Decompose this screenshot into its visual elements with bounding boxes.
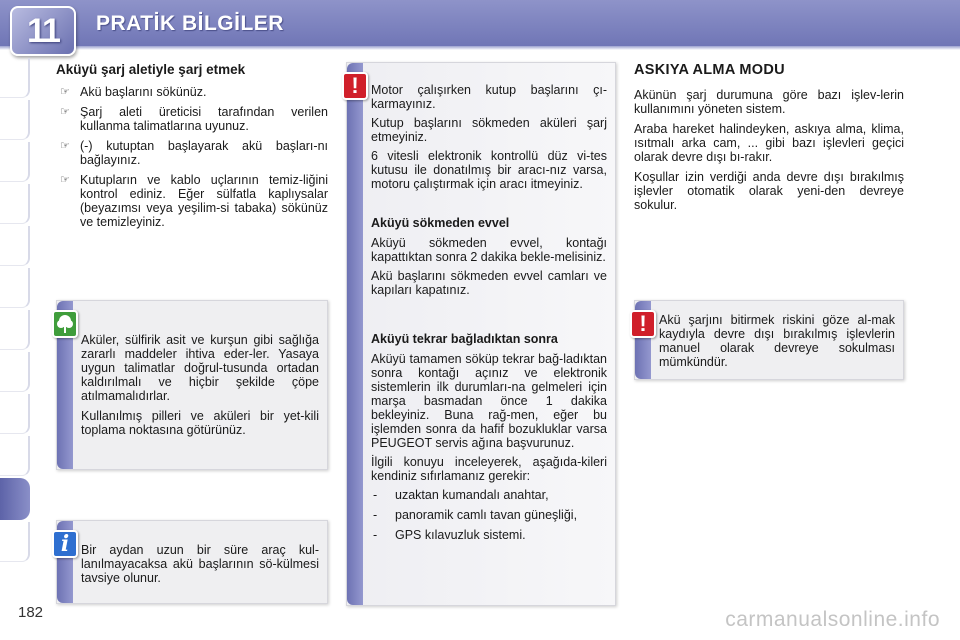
chapter-tab[interactable] xyxy=(0,100,30,140)
chapter-tab[interactable] xyxy=(0,394,30,434)
chapter-tab[interactable] xyxy=(0,436,30,476)
list-item: ☞ (-) kutuptan başlayarak akü başları-nı bağlayınız. xyxy=(60,139,328,167)
eco-paragraph: Kullanılmış pilleri ve aküleri bir yet-kili toplama noktasına götürünüz. xyxy=(81,409,319,437)
warning-column xyxy=(346,62,616,606)
environment-note-box xyxy=(56,300,328,470)
list-item: ☞ Şarj aleti üreticisi tarafından verilen kullanma talimatlarına uyunuz. xyxy=(60,105,328,133)
hand-pointer-icon: ☞ xyxy=(60,106,70,118)
chapter-tab[interactable] xyxy=(0,522,30,562)
chapter-badge xyxy=(10,6,76,56)
paragraph: Aküyü sökmeden evvel, kontağı kapattıktan sonra 2 dakika bekle-melisiniz. xyxy=(371,236,607,264)
hand-pointer-icon: ☞ xyxy=(60,86,70,98)
subheading: Aküyü tekrar bağladıktan sonra xyxy=(371,332,558,346)
chapter-tab[interactable] xyxy=(0,268,30,308)
paragraph: İlgili konuyu inceleyerek, aşağıda-kileri kendiniz sıfırlamanız gerekir: xyxy=(371,455,607,483)
tree-icon xyxy=(52,310,78,338)
page-title: PRATİK BİLGİLER xyxy=(96,12,284,35)
chapter-tab[interactable] xyxy=(0,226,30,266)
list-item: ☞ Kutupların ve kablo uçlarının temiz-liğini kontrol ediniz. Eğer sülfatla kaplıysalar (beyazımsı veya yeşilim-si tabaka) sökünüz ve temizleyiniz. xyxy=(60,173,328,229)
warning-text: Kutup başlarını sökmeden aküleri şarj etmeyiniz. xyxy=(371,116,607,144)
paragraph: Araba hareket halindeyken, askıya alma, klima, ısıtmalı arka cam, ... gibi bazı işlevleri geçici olarak devre dışı bı-rakır. xyxy=(634,122,904,164)
list-item: - uzaktan kumandalı anahtar, xyxy=(371,488,607,502)
chapter-tab[interactable] xyxy=(0,352,30,392)
paragraph: Akünün şarj durumuna göre bazı işlev-lerin kullanımını yöneten sistem. xyxy=(634,88,904,116)
chapter-tab[interactable] xyxy=(0,184,30,224)
list-item: - panoramik camlı tavan güneşliği, xyxy=(371,508,607,522)
hand-pointer-icon: ☞ xyxy=(60,140,70,152)
watermark: carmanualsonline.info xyxy=(725,608,940,631)
suspend-mode-section xyxy=(634,62,904,218)
chapter-number: 11 xyxy=(27,11,59,50)
reset-list xyxy=(371,488,607,542)
info-icon: i xyxy=(52,530,78,558)
info-text: Bir aydan uzun bir süre araç kul-lanılmayacaksa akü başlarının sö-külmesi tavsiye olunur. xyxy=(81,543,319,585)
info-note-box xyxy=(56,520,328,604)
warning-icon: ! xyxy=(630,310,656,338)
chapter-tab[interactable] xyxy=(0,142,30,182)
hand-pointer-icon: ☞ xyxy=(60,174,70,186)
chapter-tab[interactable] xyxy=(0,58,30,98)
warning-note-box xyxy=(634,300,904,380)
section-heading: Aküyü şarj aletiyle şarj etmek xyxy=(56,62,246,77)
battery-charging-section xyxy=(56,62,328,235)
list-item: ☞ Akü başlarını sökünüz. xyxy=(60,85,207,99)
warning-text: Akü şarjını bitirmek riskini göze al-mak kaydıyla devre dışı bırakılmış işlevlerin manuel olarak devreye sokulması mümkündür. xyxy=(659,313,895,369)
paragraph: Akü başlarını sökmeden evvel camları ve kapıları kapatınız. xyxy=(371,269,607,297)
bullet-list xyxy=(56,85,328,229)
warning-text: 6 vitesli elektronik kontrollü düz vi-tes kutusu ile donatılmış bir aracı-nız varsa, motoru çalıştırmak için aracı itmeyiniz. xyxy=(371,149,607,191)
paragraph: Aküyü tamamen söküp tekrar bağ-ladıktan sonra kontağı açınız ve elektronik sistemlerin ilk durumları-na gelmeleri için marşa basmadan önce 1 dakika bekleyiniz. Buna rağ-men, eğer bu işlemden sonra da hafif bozukluklar varsa PEUGEOT servis ağına başvurunuz. xyxy=(371,352,607,450)
chapter-tab[interactable] xyxy=(0,310,30,350)
warning-text: Motor çalışırken kutup başlarını çı-karmayınız. xyxy=(371,83,607,111)
section-heading: ASKIYA ALMA MODU xyxy=(634,62,785,78)
page-number: 182 xyxy=(18,604,44,621)
subheading: Aküyü sökmeden evvel xyxy=(371,216,510,230)
header-shadow xyxy=(0,46,960,50)
paragraph: Koşullar izin verdiği anda devre dışı bırakılmış işlevler otomatik olarak yeni-den devreye sokulur. xyxy=(634,170,904,212)
list-item: - GPS kılavuzluk sistemi. xyxy=(371,528,607,542)
warning-icon: ! xyxy=(342,72,368,100)
chapter-tabs xyxy=(0,58,34,564)
eco-paragraph: Aküler, sülfirik asit ve kurşun gibi sağlığa zararlı maddeler ihtiva eder-ler. Yasaya uygun talimatlar doğrul-tusunda ortadan kaldırılmalı ve hiçbir şekilde çöpe atılmamalıdırlar. xyxy=(81,333,319,403)
chapter-tab-active[interactable] xyxy=(0,478,30,520)
